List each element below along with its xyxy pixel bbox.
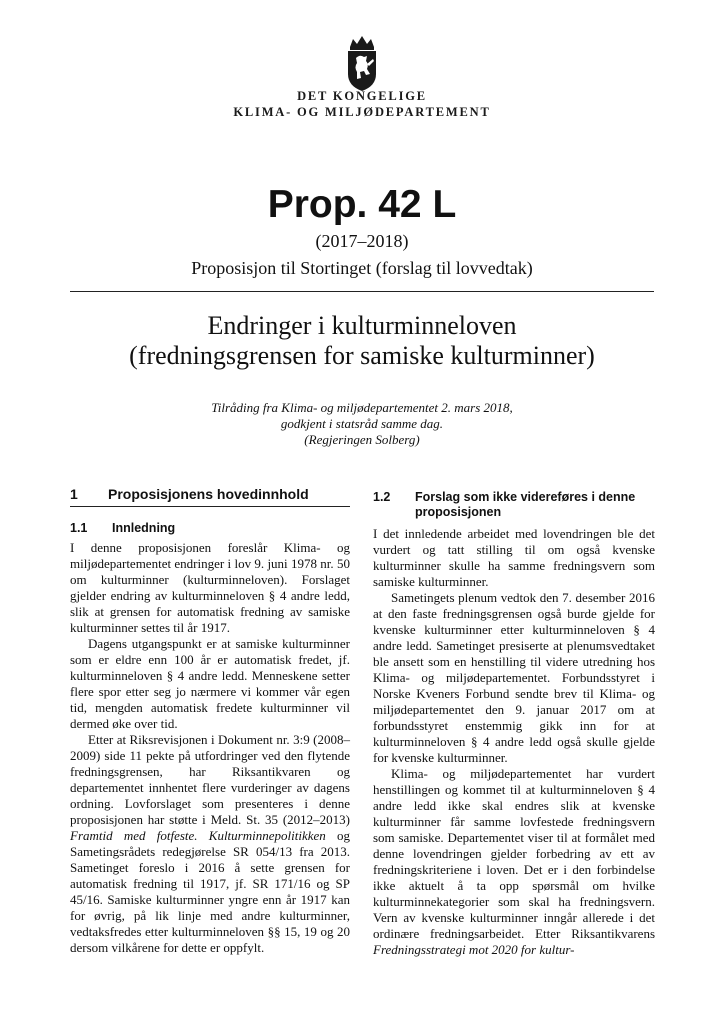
session-years: (2017–2018): [315, 231, 409, 251]
ministry-name-line1: DET KONGELIGE: [297, 89, 427, 103]
paragraph: Dagens utgangspunkt er at samiske kulturminner som er eldre enn 100 år er automatisk fredet, jf. kulturminneloven § 4 andre ledd. Menneskene setter flere spor etter seg jo nærmere vi kommer vår egen tid, mengden automatisk fredete kulturminner vil dermed øke over tid.: [70, 636, 350, 731]
section-1-2-heading: [373, 490, 655, 520]
section-1-heading: [70, 486, 350, 507]
proposition-number: Prop. 42 L: [267, 183, 457, 226]
coat-of-arms-icon: [330, 34, 394, 92]
section-1-1-number: 1.1: [70, 521, 88, 535]
approval-line1: Tilråding fra Klima- og miljødepartementet 2. mars 2018,: [211, 400, 513, 415]
cited-title: Framtid med fotfeste. Kulturminnepolitikken: [70, 828, 326, 843]
document-title-line1: Endringer i kulturminneloven: [207, 311, 517, 340]
section-1-title: Proposisjonens hovedinnhold: [108, 486, 309, 502]
approval-line2: godkjent i statsråd samme dag.: [280, 416, 444, 431]
section-1-1-heading: [70, 521, 350, 536]
approval-note: [0, 400, 724, 448]
section-1-2-number: 1.2: [373, 490, 391, 504]
proposition-type: Proposisjon til Stortinget (forslag til lovvedtak): [191, 258, 533, 278]
left-column-text: [70, 540, 350, 956]
title-divider: [70, 291, 654, 292]
section-1-2-title: Forslag som ikke videreføres i denne proposisjonen: [415, 490, 636, 519]
paragraph: Etter at Riksrevisjonen i Dokument nr. 3:9 (2008–2009) side 11 pekte på utfordringer ved den flytende fredningsgrensen, har Riksantikvaren og departementet innhentet flere vurderinger av dagens ordning. Lovforslaget som presenteres i denne proposisjonen har støtte i Meld. St. 35 (2012–2013) Framtid med fotfeste. Kulturminnepolitikken og Sametingsrådets redegjørelse SR 054/13 fra 2013. Sametinget foreslo i 2016 å sette grensen for automatisk fredning til 1917, jf. SR 171/16 og SP 45/16. Samiske kulturminner yngre enn år 1917 kan for øvrig, på lik linje med andre kulturminner, vedtaksfredes etter kulturminneloven §§ 15, 19 og 20 dersom vilkårene for dette er oppfylt.: [70, 732, 350, 955]
paragraph: I denne proposisjonen foreslår Klima- og miljødepartementet endringer i lov 9. juni 1978 nr. 50 om kulturminner (kulturminneloven). Forslaget gjelder endring av kulturminneloven § 4 andre ledd, slik at grensen for automatisk fredning av samiske kulturminner settes til år 1917.: [70, 540, 350, 635]
section-1-number: 1: [70, 486, 78, 502]
ministry-name-line2: KLIMA- OG MILJØDEPARTEMENT: [233, 105, 491, 119]
paragraph: I det innledende arbeidet med lovendringen ble det vurdert og tatt stilling til om også kvenske kulturminner skulle ha samme fredningsvern som samiske kulturminner.: [373, 526, 655, 589]
approval-line3: (Regjeringen Solberg): [304, 432, 420, 447]
paragraph: Sametingets plenum vedtok den 7. desember 2016 at den faste fredningsgrensen også burde gjelde for kvenske kulturminner etter kulturminneloven § 4 andre ledd. Sametinget presiserte at plenumsvedtaket ble ansett som en henstilling til videre utredning hos Klima- og miljødepartementet. Forbundsstyret i Norske Kveners Forbund sendte brev til Klima- og miljødepartementet den 9. januar 2017 om at forbundsstyret enstemmig gikk inn for at kulturminneloven § 4 andre ledd også skulle gjelde for kvenske kulturminner.: [373, 590, 655, 765]
document-title: [0, 311, 724, 371]
section-1-1-title: Innledning: [112, 521, 176, 535]
cited-title: Fredningsstrategi mot 2020 for kultur-: [373, 942, 575, 957]
right-column-text: [373, 526, 655, 958]
paragraph: Klima- og miljødepartementet har vurdert henstillingen og kommet til at kulturminneloven § 4 andre ledd ikke skal endres slik at kvenske kulturminner får samme lovfestede fredningsvern som samiske. Departementet viser til at formålet med denne lovendringen gjelder forbedring av ett av fredningskriteriene i loven. Det er i den forbindelse ikke aktuelt å ta opp spørsmål om hvilke kulturminnekategorier som skal ha fredningsvern. Vern av kvenske kulturminner inngår allerede i det ordinære fredningsarbeidet. Etter Riksantikvarens Fredningsstrategi mot 2020 for kultur-: [373, 766, 655, 957]
document-title-line2: (fredningsgrensen for samiske kulturminner): [129, 341, 595, 370]
